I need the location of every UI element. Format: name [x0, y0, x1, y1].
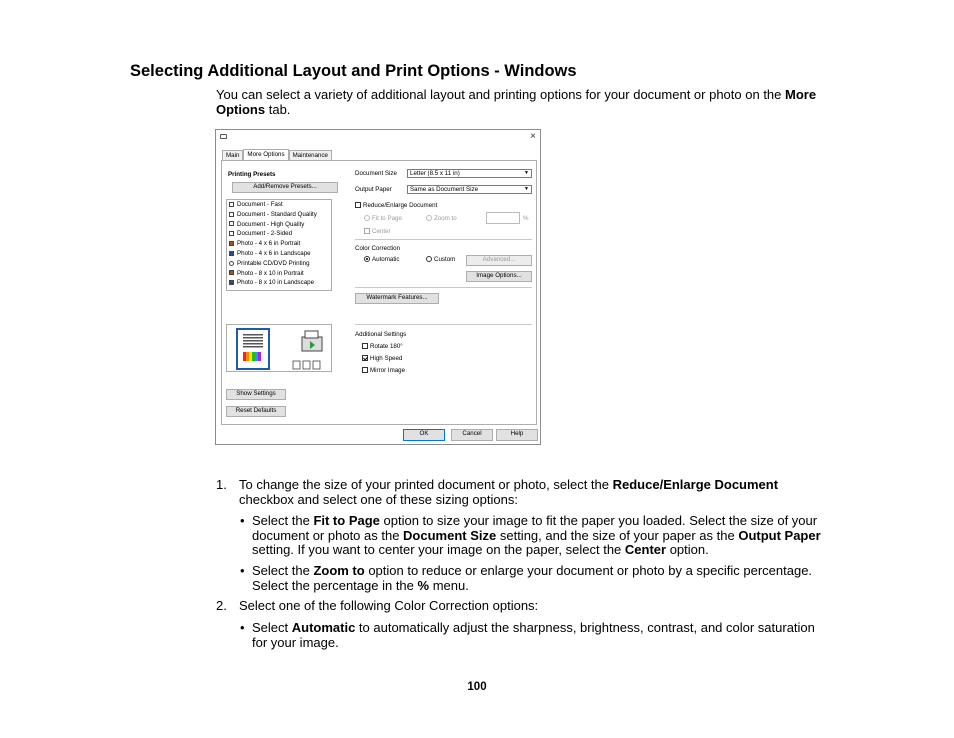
step-1-text: To change the size of your printed document or photo, select the Reduce/Enlarge Document checkbox and select one of these sizing options:	[239, 477, 779, 507]
step-number: 2.	[216, 598, 227, 613]
ok-button[interactable]: OK	[403, 429, 445, 441]
close-icon[interactable]: ×	[530, 131, 536, 142]
more-options-dialog	[215, 129, 541, 445]
rotate-checkbox[interactable]	[362, 343, 403, 350]
add-remove-presets-button[interactable]: Add/Remove Presets...	[232, 182, 338, 193]
bullet-icon: •	[240, 513, 245, 528]
checkbox-box[interactable]	[364, 228, 370, 234]
automatic-radio[interactable]	[364, 256, 400, 263]
list-item[interactable]: Photo - 8 x 10 in Landscape	[227, 278, 331, 288]
fit-to-page-label: Fit to Page	[372, 215, 402, 222]
high-speed-label: High Speed	[370, 355, 403, 362]
document-icon	[229, 202, 234, 207]
list-item[interactable]: Document - High Quality	[227, 220, 331, 230]
tab-more-options[interactable]: More Options	[243, 149, 288, 161]
zoom-to-label: Zoom to	[434, 215, 457, 222]
divider	[355, 287, 532, 288]
settings-preview	[226, 324, 332, 372]
center-label: Center	[372, 228, 391, 235]
photo-icon	[229, 241, 234, 246]
divider	[355, 239, 532, 240]
image-options-button[interactable]: Image Options...	[466, 271, 532, 282]
preview-illustration-icon	[227, 325, 333, 373]
help-button[interactable]: Help	[496, 429, 538, 441]
checkbox-box[interactable]	[362, 355, 368, 361]
step-2-text: Select one of the following Color Correction options:	[239, 598, 539, 613]
photo-landscape-icon	[229, 251, 234, 256]
list-item[interactable]: Printable CD/DVD Printing	[227, 259, 331, 269]
output-paper-select[interactable]: Same as Document Size ▼	[407, 185, 532, 194]
photo-landscape-icon	[229, 280, 234, 285]
list-item[interactable]: Photo - 8 x 10 in Portrait	[227, 269, 331, 279]
page-number: 100	[467, 681, 487, 693]
chevron-down-icon: ▼	[524, 186, 529, 192]
automatic-label: Automatic	[372, 256, 400, 263]
radio-button[interactable]	[426, 215, 432, 221]
advanced-button[interactable]: Advanced...	[466, 255, 532, 266]
list-item[interactable]: Document - 2-Sided	[227, 229, 331, 239]
output-paper-label: Output Paper	[355, 186, 392, 193]
bullet-fit-to-page: Select the Fit to Page option to size your image to fit the paper you loaded. Select the size of your document or photo as the Document Size setting, and the size of your paper as the Output Paper setting. If you want to center your image on the paper, select the Center option.	[252, 513, 821, 557]
reduce-enlarge-checkbox[interactable]	[355, 202, 437, 209]
document-size-label: Document Size	[355, 170, 397, 177]
mirror-image-label: Mirror Image	[370, 367, 406, 374]
color-correction-label: Color Correction	[355, 245, 401, 252]
tab-main[interactable]: Main	[222, 150, 243, 161]
list-item[interactable]: Document - Standard Quality	[227, 210, 331, 220]
intro-paragraph: You can select a variety of additional layout and printing options for your document or photo on the More Options tab.	[216, 87, 817, 117]
list-item[interactable]: Document - Fast	[227, 200, 331, 210]
presets-list[interactable]	[226, 199, 332, 291]
bullet-icon: •	[240, 563, 245, 578]
document-icon	[229, 212, 234, 217]
printer-app-icon	[220, 134, 227, 139]
center-checkbox[interactable]	[364, 228, 391, 235]
bullet-zoom-to: Select the Zoom to option to reduce or enlarge your document or photo by a specific percentage. Select the percentage in the % menu.	[252, 563, 813, 593]
checkbox-box[interactable]	[355, 202, 361, 208]
document-size-select[interactable]: Letter (8.5 x 11 in) ▼	[407, 169, 532, 178]
photo-icon	[229, 270, 234, 275]
checkbox-box[interactable]	[362, 367, 368, 373]
section-heading: Selecting Additional Layout and Print Options - Windows	[130, 62, 577, 80]
document-icon	[229, 221, 234, 226]
tab-maintenance[interactable]: Maintenance	[289, 150, 332, 161]
reset-defaults-button[interactable]: Reset Defaults	[226, 406, 286, 417]
watermark-features-button[interactable]: Watermark Features...	[355, 293, 439, 304]
list-item[interactable]: Photo - 4 x 6 in Landscape	[227, 249, 331, 259]
zoom-to-radio[interactable]	[426, 215, 457, 222]
step-number: 1.	[216, 477, 227, 492]
mirror-image-checkbox[interactable]	[362, 367, 405, 374]
rotate-label: Rotate 180°	[370, 343, 403, 350]
custom-label: Custom	[434, 256, 456, 263]
cd-dvd-icon	[229, 261, 234, 266]
percent-label: %	[523, 215, 529, 222]
radio-button[interactable]	[364, 256, 370, 262]
list-item[interactable]: Photo - 4 x 6 in Portrait	[227, 239, 331, 249]
show-settings-button[interactable]: Show Settings	[226, 389, 286, 400]
duplex-document-icon	[229, 231, 234, 236]
radio-button[interactable]	[426, 256, 432, 262]
checkbox-box[interactable]	[362, 343, 368, 349]
divider	[355, 324, 532, 325]
bullet-automatic: Select Automatic to automatically adjust the sharpness, brightness, contrast, and color saturation for your image.	[252, 620, 815, 650]
chevron-down-icon: ▼	[524, 170, 529, 176]
cancel-button[interactable]: Cancel	[451, 429, 493, 441]
reduce-enlarge-label: Reduce/Enlarge Document	[363, 202, 438, 209]
fit-to-page-radio[interactable]	[364, 215, 402, 222]
high-speed-checkbox[interactable]	[362, 355, 402, 362]
zoom-percent-spinner[interactable]	[486, 212, 520, 224]
custom-radio[interactable]	[426, 256, 455, 263]
printing-presets-label: Printing Presets	[228, 171, 276, 178]
additional-settings-label: Additional Settings	[355, 331, 407, 338]
bullet-icon: •	[240, 620, 245, 635]
radio-button[interactable]	[364, 215, 370, 221]
